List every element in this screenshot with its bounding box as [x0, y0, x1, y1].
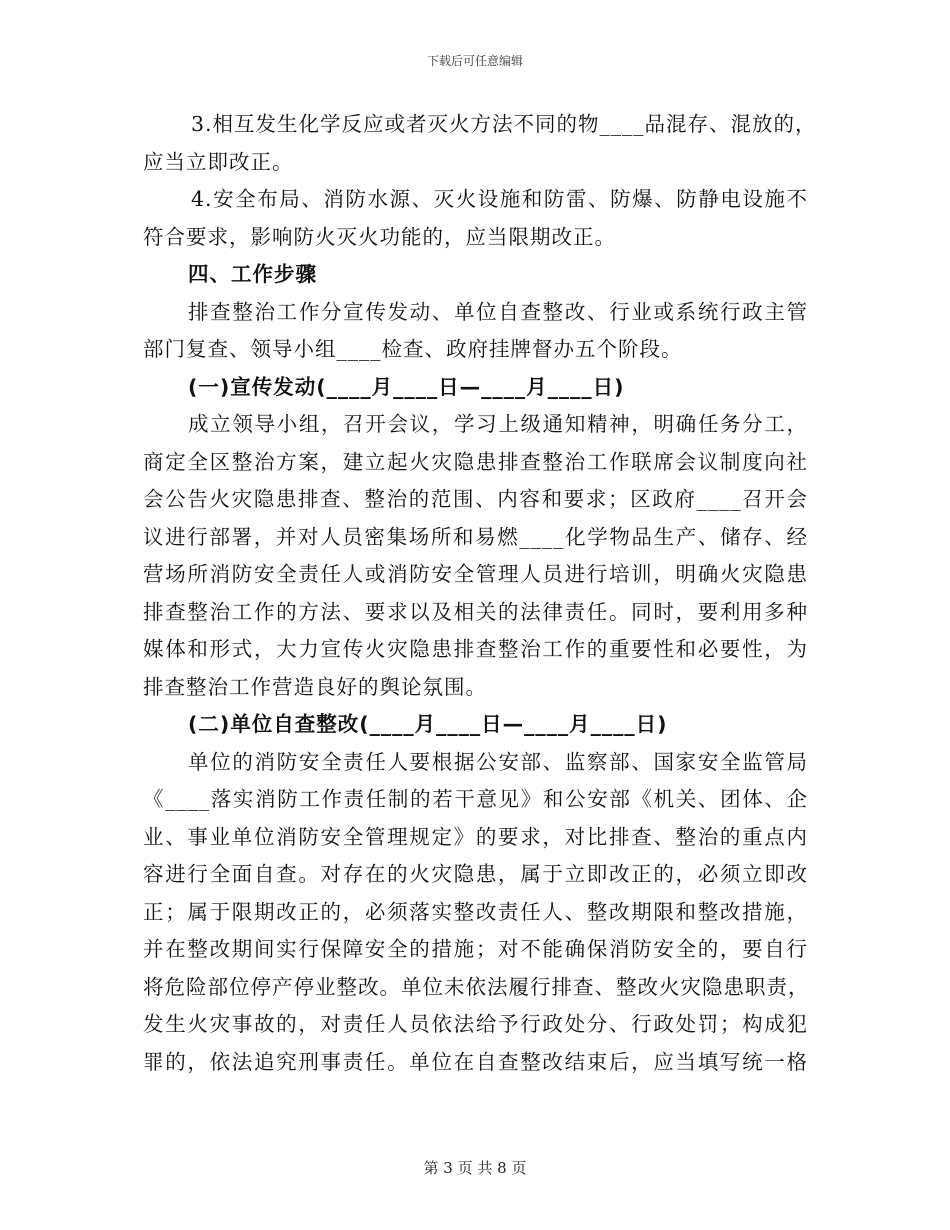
paragraph-line: 排查整治工作分宣传发动、单位自查整改、行业或系统行政主管	[188, 299, 808, 324]
paragraph-line: 正；属于限期改正的，必须落实整改责任人、整改期限和整改措施，	[143, 899, 808, 924]
paragraph-line: 营场所消防安全责任人或消防安全管理人员进行培训，明确火灾隐患	[143, 562, 808, 586]
paragraph-line: 业、事业单位消防安全管理规定》的要求，对比排查、整治的重点内	[143, 824, 808, 849]
paragraph-line: 《____落实消防工作责任制的若干意见》和公安部《机关、团体、企	[143, 787, 808, 811]
paragraph-line: (二)单位自查整改(____月____日—____月____日)	[188, 712, 668, 736]
paragraph-line: 发生火灾事故的，对责任人员依法给予行政处分、行政处罚；构成犯	[143, 1012, 808, 1036]
page-footer: 第 3 页 共 8 页	[423, 1159, 527, 1177]
paragraph-line: 应当立即改正。	[143, 149, 294, 174]
paragraph-line: 4.安全布局、消防水源、灭火设施和防雷、防爆、防静电设施不	[191, 187, 808, 211]
paragraph-line: 成立领导小组，召开会议，学习上级通知精神，明确任务分工，	[188, 412, 808, 436]
paragraph-line: (一)宣传发动(____月____日—____月____日)	[188, 374, 625, 399]
paragraph-line: 媒体和形式，大力宣传火灾隐患排查整治工作的重要性和必要性，为	[143, 637, 808, 661]
paragraph-line: 将危险部位停产停业整改。单位未依法履行排查、整改火灾隐患职责，	[143, 974, 810, 999]
paragraph-line: 会公告火灾隐患排查、整治的范围、内容和要求；区政府____召开会	[143, 487, 808, 511]
paragraph-line: 商定全区整治方案，建立起火灾隐患排查整治工作联席会议制度向社	[143, 449, 808, 474]
paragraph-line: 3.相互发生化学反应或者灭火方法不同的物____品混存、混放的，	[191, 112, 817, 136]
paragraph-line: 容进行全面自查。对存在的火灾隐患，属于立即改正的，必须立即改	[143, 862, 808, 886]
paragraph-line: 四、工作步骤	[188, 262, 317, 286]
paragraph-line: 议进行部署，并对人员密集场所和易燃____化学物品生产、储存、经	[143, 524, 808, 549]
paragraph-line: 符合要求，影响防火灭火功能的，应当限期改正。	[143, 224, 616, 249]
page-header: 下载后可任意编辑	[426, 54, 523, 68]
paragraph-line: 排查整治工作的方法、要求以及相关的法律责任。同时，要利用多种	[143, 599, 808, 624]
paragraph-line: 单位的消防安全责任人要根据公安部、监察部、国家安全监管局	[188, 749, 808, 774]
paragraph-line: 排查整治工作营造良好的舆论氛围。	[143, 674, 487, 699]
document-body	[143, 106, 817, 1081]
paragraph-line: 部门复查、领导小组____检查、政府挂牌督办五个阶段。	[143, 337, 683, 361]
paragraph-line: 并在整改期间实行保障安全的措施；对不能确保消防安全的，要自行	[143, 937, 808, 961]
paragraph-line: 罪的，依法追究刑事责任。单位在自查整改结束后，应当填写统一格	[143, 1049, 808, 1074]
